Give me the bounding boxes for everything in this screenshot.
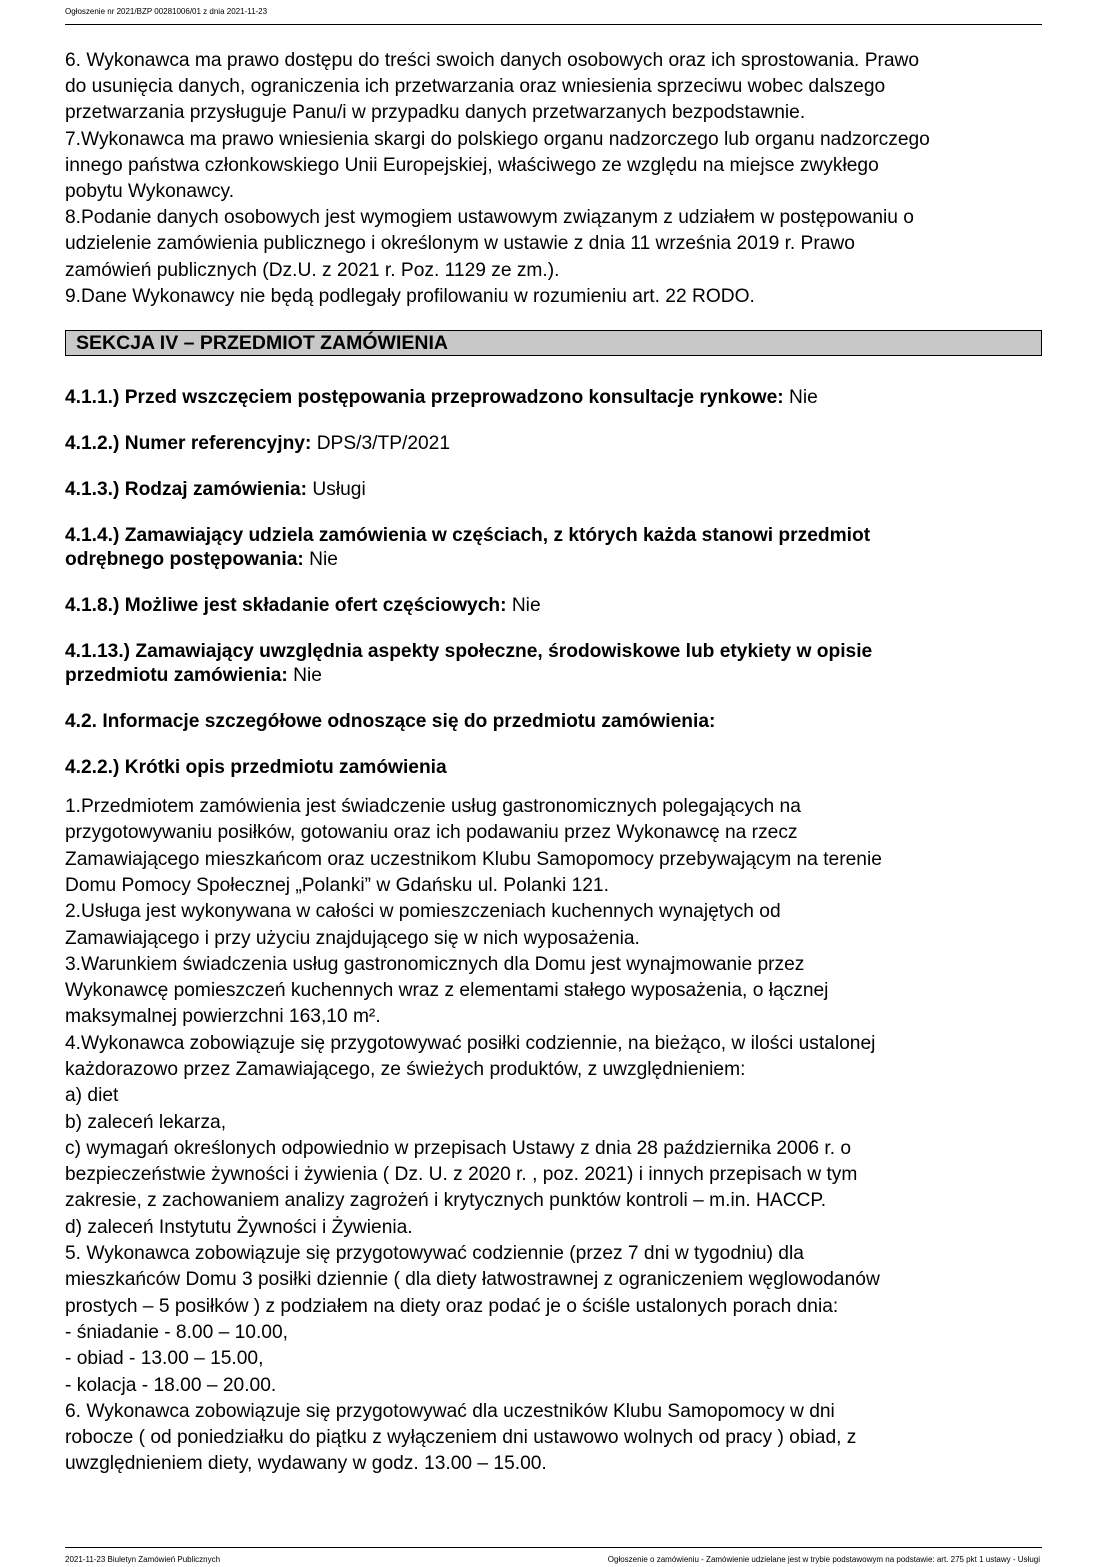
description-line: Zamawiającego i przy użyciu znajdującego się w nich wyposażenia. [65,927,640,949]
field-value: Nie [293,665,322,687]
description-line: 5. Wykonawca zobowiązuje się przygotowywać codziennie (przez 7 dni w tygodniu) dla [65,1243,804,1265]
field-value: Usługi [312,479,366,501]
description-line: mieszkańców Domu 3 posiłki dziennie ( dla diety łatwostrawnej z ograniczeniem węglowodanów [65,1269,880,1291]
description-line: 1.Przedmiotem zamówienia jest świadczenie usług gastronomicznych polegających na [65,796,801,818]
field-label: 4.1.1.) Przed wszczęciem postępowania przeprowadzono konsultacje rynkowe: [65,387,784,409]
description-line: Domu Pomocy Społecznej „Polanki” w Gdańsku ul. Polanki 121. [65,874,609,896]
page-header [65,6,1042,25]
intro-line: 6. Wykonawca ma prawo dostępu do treści swoich danych osobowych oraz ich sprostowania. Prawo [65,50,920,71]
field-label: 4.2.2.) Krótki opis przedmiotu zamówienia [65,757,447,779]
field-label: 4.1.3.) Rodzaj zamówienia: [65,479,308,501]
field-social-aspects [65,640,1042,688]
description-line: uwzględnieniem diety, wydawany w godz. 13.00 – 15.00. [65,1453,547,1475]
intro-line: do usunięcia danych, ograniczenia ich przetwarzania oraz wniesienia sprzeciwu wobec dalszego [65,76,886,98]
intro-line: 7.Wykonawca ma prawo wniesienia skargi do polskiego organu nadzorczego lub organu nadzorczego [65,128,930,150]
field-short-description [65,756,1042,780]
description-line: maksymalnej powierzchni 163,10 m². [65,1006,381,1028]
intro-paragraph [65,48,1042,310]
description-line: 4.Wykonawca zobowiązuje się przygotowywać posiłki codziennie, na bieżąco, w ilości ustalonej [65,1032,876,1054]
field-reference-number [65,432,1042,456]
intro-line: pobytu Wykonawcy. [65,181,235,203]
description-line: zakresie, z zachowaniem analizy zagrożeń i krytycznych punktów kontroli – m.in. HACCP. [65,1190,827,1212]
footer-left: 2021-11-23 Biuletyn Zamówień Publicznych [65,1555,221,1564]
field-value: Nie [789,387,818,409]
page-footer [65,1547,1042,1566]
intro-line: innego państwa członkowskiego Unii Europejskiej, właściwego ze względu na miejsce zwykłego [65,154,879,176]
description-line: 6. Wykonawca zobowiązuje się przygotowywać dla uczestników Klubu Samopomocy w dni [65,1400,835,1422]
intro-line: przetwarzania przysługuje Panu/i w przypadku danych przetwarzanych bezpodstawnie. [65,102,806,124]
intro-line: udzielenie zamówienia publicznego i określonym w ustawie z dnia 11 września 2019 r. Prawo [65,233,855,255]
description-line: d) zaleceń Instytutu Żywności i Żywienia. [65,1216,413,1238]
description-line: Zamawiającego mieszkańcom oraz uczestnikom Klubu Samopomocy przebywającym na terenie [65,848,882,870]
footer-right: Ogłoszenie o zamówieniu - Zamówienie udzielane jest w trybie podstawowym na podstawie: art. 275 pkt 1 ustawy - Usługi [607,1555,1040,1564]
field-label: 4.2. Informacje szczegółowe odnoszące się do przedmiotu zamówienia: [65,711,716,733]
field-label: 4.1.13.) Zamawiający uwzględnia aspekty społeczne, środowiskowe lub etykiety w opisie [65,641,873,663]
field-value: Nie [511,595,541,617]
description-line: każdorazowo przez Zamawiającego, ze świeżych produktów, z uwzględnieniem: [65,1059,746,1080]
intro-line: zamówień publicznych (Dz.U. z 2021 r. Poz. 1129 ze zm.). [65,259,560,281]
description-line: Wykonawcę pomieszczeń kuchennych wraz z elementami stałego wyposażenia, o łącznej [65,980,829,1002]
intro-line: 8.Podanie danych osobowych jest wymogiem ustawowym związanym z udziałem w postępowaniu o [65,207,914,229]
description-paragraph [65,794,1042,1478]
field-market-consultation [65,386,1042,410]
description-line: c) wymagań określonych odpowiednio w przepisach Ustawy z dnia 28 października 2006 r. o [65,1137,852,1159]
description-line: - obiad - 13.00 – 15.00, [65,1348,264,1370]
header-title: Ogłoszenie nr 2021/BZP 00281006/01 z dnia 2021-11-23 [65,7,268,16]
description-line: robocze ( od poniedziałku do piątku z wyłączeniem dni ustawowo wolnych od pracy ) obiad, z [65,1427,857,1449]
description-line: przygotowywaniu posiłków, gotowaniu oraz ich podawaniu przez Wykonawcę na rzecz [65,822,798,844]
description-line: 2.Usługa jest wykonywana w całości w pomieszczeniach kuchennych wynajętych od [65,901,781,923]
description-line: prostych – 5 posiłków ) z podziałem na diety oraz podać je o ściśle ustalonych porach dnia: [65,1295,839,1317]
field-label: przedmiotu zamówienia: [65,665,288,687]
description-line: a) diet [65,1085,119,1107]
field-value: Nie [309,549,338,571]
intro-line: 9.Dane Wykonawcy nie będą podlegały profilowaniu w rozumieniu art. 22 RODO. [65,285,755,307]
description-line: - kolacja - 18.00 – 20.00. [65,1374,277,1396]
field-partial-offers [65,594,1042,618]
description-line: bezpieczeństwie żywności i żywienia ( Dz. U. z 2020 r. , poz. 2021) i innych przepisach w tym [65,1164,858,1186]
section-title: SEKCJA IV – PRZEDMIOT ZAMÓWIENIA [76,332,448,355]
field-detailed-info [65,710,1042,734]
section-heading [65,330,1042,356]
field-order-parts [65,524,1042,572]
document-body [65,48,1042,1478]
field-order-type [65,478,1042,502]
field-value: DPS/3/TP/2021 [316,433,451,455]
description-line: b) zaleceń lekarza, [65,1111,227,1133]
description-line: - śniadanie - 8.00 – 10.00, [65,1321,288,1343]
field-label: 4.1.4.) Zamawiający udziela zamówienia w częściach, z których każda stanowi przedmiot [65,525,871,547]
field-label: 4.1.8.) Możliwe jest składanie ofert częściowych: [65,595,507,617]
field-label: odrębnego postępowania: [65,549,304,571]
description-line: 3.Warunkiem świadczenia usług gastronomicznych dla Domu jest wynajmowanie przez [65,953,805,975]
field-label: 4.1.2.) Numer referencyjny: [65,433,312,455]
